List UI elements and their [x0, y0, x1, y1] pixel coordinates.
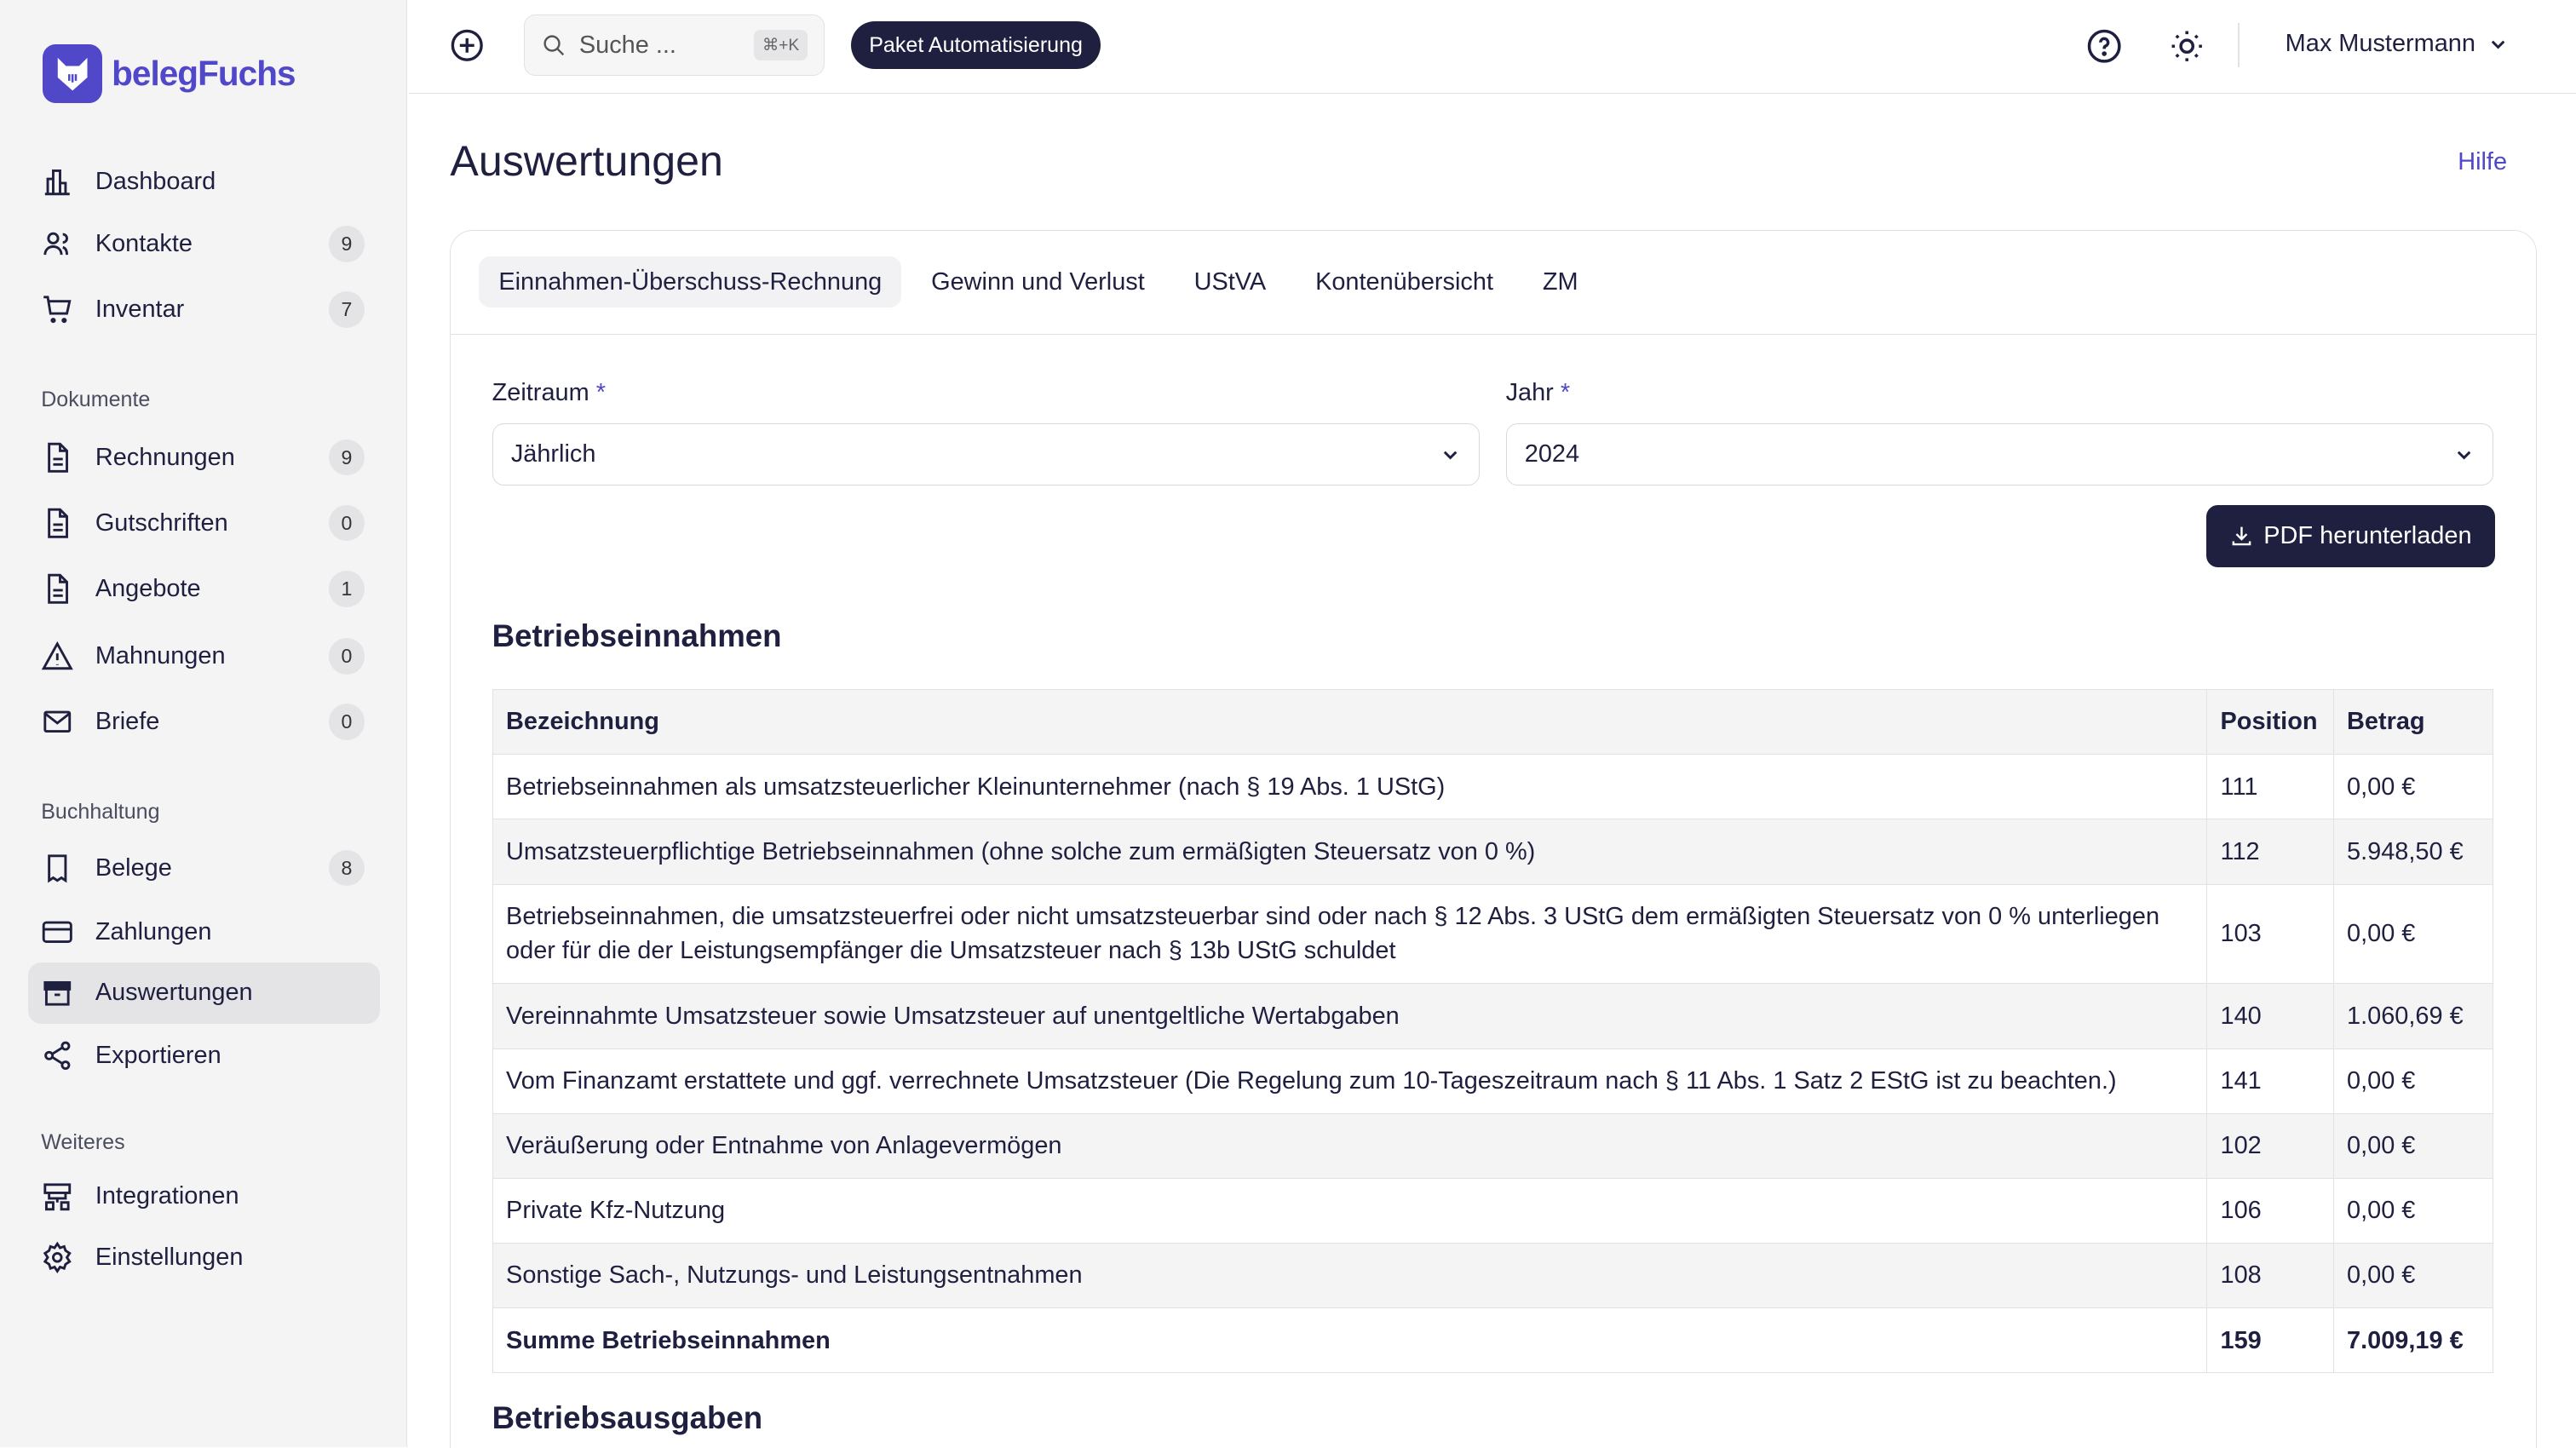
- sidebar-section-title: Buchhaltung: [41, 800, 160, 825]
- table-row: [492, 884, 2493, 984]
- table-row: [492, 819, 2493, 884]
- table-row: [492, 1049, 2493, 1113]
- integrationen-icon: [41, 1181, 74, 1214]
- table-cell: 159: [2207, 1308, 2334, 1373]
- tab-4[interactable]: ZM: [1542, 267, 1578, 296]
- user-name: Max Mustermann: [2285, 29, 2475, 57]
- table-cell: 112: [2207, 819, 2334, 884]
- sidebar-section-title: Dokumente: [41, 388, 151, 412]
- table-cell: 111: [2207, 755, 2334, 819]
- income-table: [492, 689, 2493, 1373]
- belege-icon: [41, 852, 74, 885]
- sidebar: [0, 0, 407, 1447]
- sidebar-item-label: Inventar: [95, 296, 185, 324]
- tab-1[interactable]: Gewinn und Verlust: [931, 267, 1145, 296]
- table-cell: Sonstige Sach-, Nutzungs- und Leistungsentnahmen: [492, 1244, 2206, 1308]
- einstellungen-icon: [41, 1241, 74, 1274]
- count-badge: 9: [329, 440, 365, 475]
- sidebar-item-label: Exportieren: [95, 1041, 221, 1069]
- sidebar-item-exportieren[interactable]: [28, 1025, 380, 1085]
- table-cell: 0,00 €: [2333, 884, 2493, 984]
- zahlungen-icon: [41, 916, 74, 949]
- table-row: [492, 1308, 2493, 1373]
- plan-badge[interactable]: Paket Automatisierung: [851, 21, 1101, 69]
- chevron-down-icon: [2454, 445, 2474, 464]
- inventar-icon: [41, 293, 74, 326]
- table-cell: 141: [2207, 1049, 2334, 1113]
- table-cell: 1.060,69 €: [2333, 984, 2493, 1049]
- tab-0[interactable]: Einnahmen-Überschuss-Rechnung: [479, 256, 901, 307]
- auswertungen-icon: [41, 977, 74, 1010]
- table-cell: Veräußerung oder Entnahme von Anlagevermögen: [492, 1113, 2206, 1178]
- shortcut-hint: ⌘+K: [754, 30, 808, 60]
- count-badge: 0: [329, 505, 365, 541]
- sidebar-item-integrationen[interactable]: [28, 1166, 380, 1227]
- mahnungen-icon: [41, 640, 74, 673]
- table-cell: 0,00 €: [2333, 1244, 2493, 1308]
- chevron-down-icon: [1440, 445, 1460, 464]
- help-link[interactable]: Hilfe: [2458, 147, 2508, 175]
- sidebar-item-label: Auswertungen: [95, 979, 253, 1007]
- count-badge: 7: [329, 291, 365, 327]
- table-row: [492, 755, 2493, 819]
- download-icon: [2229, 524, 2254, 549]
- report-card: [450, 230, 2536, 1448]
- sidebar-item-dashboard[interactable]: [28, 151, 380, 211]
- year-label: Jahr *: [1505, 378, 1571, 406]
- user-menu[interactable]: [2286, 30, 2509, 58]
- sidebar-item-label: Belege: [95, 853, 172, 882]
- fox-logo-icon: [43, 44, 101, 103]
- table-cell: 0,00 €: [2333, 755, 2493, 819]
- count-badge: 0: [329, 638, 365, 674]
- search-input[interactable]: [524, 14, 825, 75]
- sidebar-item-label: Zahlungen: [95, 917, 212, 945]
- table-cell: 103: [2207, 884, 2334, 984]
- gutschriften-icon: [41, 507, 74, 540]
- table-cell: Vom Finanzamt erstattete und ggf. verrechnete Umsatzsteuer (Die Regelung zum 10-Tageszeitraum nach § 11 Abs. 1 Satz 2 EStG ist zu beachten.): [492, 1049, 2206, 1113]
- sidebar-item-briefe[interactable]: [28, 692, 380, 752]
- exportieren-icon: [41, 1039, 74, 1072]
- table-row: [492, 1113, 2493, 1178]
- page-title: Auswertungen: [450, 137, 723, 186]
- sidebar-item-inventar[interactable]: [28, 279, 380, 340]
- pdf-download-button[interactable]: PDF herunterladen: [2206, 505, 2495, 567]
- sidebar-item-zahlungen[interactable]: [28, 902, 380, 962]
- table-cell: 0,00 €: [2333, 1049, 2493, 1113]
- table-row: [492, 984, 2493, 1049]
- sidebar-item-label: Mahnungen: [95, 641, 226, 669]
- col-header: Position: [2207, 690, 2334, 755]
- briefe-icon: [41, 705, 74, 738]
- chevron-down-icon: [2488, 34, 2508, 54]
- tab-2[interactable]: UStVA: [1193, 267, 1267, 296]
- sidebar-item-belege[interactable]: [28, 838, 380, 899]
- sidebar-item-label: Angebote: [95, 574, 201, 602]
- sidebar-item-angebote[interactable]: [28, 559, 380, 619]
- sidebar-item-rechnungen[interactable]: [28, 427, 380, 487]
- sidebar-item-kontakte[interactable]: [28, 214, 380, 274]
- brand-name: belegFuchs: [112, 54, 296, 94]
- help-icon[interactable]: [2086, 28, 2122, 64]
- income-heading: Betriebseinnahmen: [492, 618, 782, 654]
- period-select[interactable]: Jährlich: [492, 423, 1480, 486]
- sidebar-item-label: Gutschriften: [95, 509, 228, 537]
- sidebar-item-auswertungen[interactable]: [28, 962, 380, 1023]
- sidebar-item-label: Dashboard: [95, 167, 216, 195]
- sidebar-item-label: Kontakte: [95, 229, 193, 257]
- period-label: Zeitraum *: [492, 378, 606, 406]
- sidebar-item-label: Integrationen: [95, 1182, 239, 1210]
- rechnungen-icon: [41, 441, 74, 474]
- table-cell: 102: [2207, 1113, 2334, 1178]
- table-cell: 7.009,19 €: [2333, 1308, 2493, 1373]
- sidebar-item-label: Rechnungen: [95, 443, 235, 471]
- sidebar-item-label: Briefe: [95, 708, 160, 736]
- sidebar-section-title: Weiteres: [41, 1129, 125, 1154]
- table-cell: 0,00 €: [2333, 1113, 2493, 1178]
- topbar: [409, 0, 2576, 94]
- sidebar-item-gutschriften[interactable]: [28, 493, 380, 554]
- kontakte-icon: [41, 227, 74, 261]
- table-cell: 0,00 €: [2333, 1178, 2493, 1243]
- year-select[interactable]: 2024: [1506, 423, 2493, 486]
- table-cell: Summe Betriebseinnahmen: [492, 1308, 2206, 1373]
- table-cell: 140: [2207, 984, 2334, 1049]
- tab-3[interactable]: Kontenübersicht: [1315, 267, 1493, 296]
- dashboard-icon: [41, 165, 74, 198]
- table-cell: Umsatzsteuerpflichtige Betriebseinnahmen (ohne solche zum ermäßigten Steuersatz von 0 %): [492, 819, 2206, 884]
- table-cell: Private Kfz-Nutzung: [492, 1178, 2206, 1243]
- search-icon: [542, 33, 566, 58]
- count-badge: 8: [329, 850, 365, 886]
- logo[interactable]: [43, 44, 295, 103]
- sidebar-item-label: Einstellungen: [95, 1243, 244, 1271]
- count-badge: 9: [329, 226, 365, 261]
- sidebar-item-mahnungen[interactable]: [28, 626, 380, 687]
- angebote-icon: [41, 572, 74, 606]
- table-cell: 5.948,50 €: [2333, 819, 2493, 884]
- expenses-heading: Betriebsausgaben: [492, 1400, 763, 1436]
- table-cell: Betriebseinnahmen, die umsatzsteuerfrei oder nicht umsatzsteuerbar sind oder nach § 12 Abs. 3 UStG dem ermäßigten Steuersatz von 0 % unterliegen oder für die der Leistungsempfänger die Umsatzsteuer nach § 13b UStG schuldet: [492, 884, 2206, 984]
- table-cell: 106: [2207, 1178, 2334, 1243]
- col-header: Bezeichnung: [492, 690, 2206, 755]
- table-cell: Vereinnahmte Umsatzsteuer sowie Umsatzsteuer auf unentgeltliche Wertabgaben: [492, 984, 2206, 1049]
- divider: [2238, 23, 2240, 67]
- sidebar-item-einstellungen[interactable]: [28, 1227, 380, 1288]
- search-placeholder: Suche ...: [578, 31, 676, 59]
- report-tabs: [451, 231, 2535, 335]
- theme-sun-icon[interactable]: [2169, 28, 2205, 64]
- count-badge: 1: [329, 571, 365, 606]
- count-badge: 0: [329, 704, 365, 739]
- add-icon[interactable]: [450, 28, 485, 63]
- table-row: [492, 1244, 2493, 1308]
- table-cell: Betriebseinnahmen als umsatzsteuerlicher Kleinunternehmer (nach § 19 Abs. 1 UStG): [492, 755, 2206, 819]
- col-header: Betrag: [2333, 690, 2493, 755]
- table-cell: 108: [2207, 1244, 2334, 1308]
- table-row: [492, 1178, 2493, 1243]
